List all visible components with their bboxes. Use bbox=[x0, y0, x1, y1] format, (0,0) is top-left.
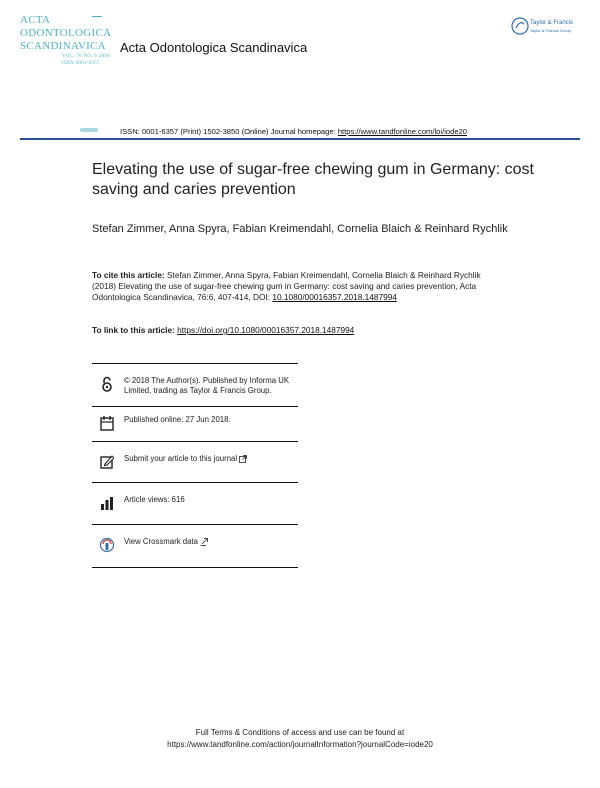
views-row bbox=[92, 495, 302, 511]
meta-divider bbox=[92, 441, 298, 442]
meta-divider bbox=[92, 524, 298, 525]
crossmark-text: View Crossmark data bbox=[124, 537, 198, 546]
citation-text: Stefan Zimmer, Anna Spyra, Fabian Kreimendahl, Cornelia Blaich & Reinhard Rychlik (2018) Elevating the use of sugar-free chewing gum in Germany: cost saving and caries prevention, Acta Odontologica Scandinavica, 76:6, 407-414, DOI: bbox=[92, 270, 481, 303]
published-row bbox=[92, 415, 302, 431]
publisher-logo-line: Taylor & Francis Group bbox=[530, 28, 571, 33]
external-link-icon bbox=[200, 538, 208, 546]
footer-terms-text: Full Terms & Conditions of access and use can be found at bbox=[195, 728, 405, 737]
meta-divider bbox=[92, 482, 298, 483]
crossmark-link[interactable] bbox=[124, 537, 299, 547]
bar-chart-icon bbox=[100, 495, 114, 511]
submit-article-link[interactable] bbox=[124, 454, 299, 464]
meta-divider bbox=[92, 406, 298, 407]
article-authors: Stefan Zimmer, Anna Spyra, Fabian Kreimendahl, Cornelia Blaich & Reinhard Rychlik bbox=[92, 223, 508, 235]
citation-doi-link[interactable]: 10.1080/00016357.2018.1487994 bbox=[272, 292, 397, 303]
edit-icon bbox=[100, 454, 114, 470]
submit-row[interactable] bbox=[92, 454, 302, 470]
crossmark-icon bbox=[100, 537, 114, 553]
publisher-logo-icon bbox=[510, 16, 530, 36]
journal-logo-small: ISSN 0001-6357 bbox=[62, 61, 100, 66]
journal-logo-line: ODONTOLOGICA bbox=[20, 27, 112, 39]
citation-block bbox=[92, 270, 492, 304]
article-doi-link[interactable]: https://doi.org/10.1080/00016357.2018.1487994 bbox=[177, 325, 355, 335]
publisher-logo-text bbox=[530, 20, 573, 34]
journal-logo-small: VOL. 76 NO. 6 2018 bbox=[62, 54, 110, 59]
article-link-block bbox=[92, 325, 354, 335]
journal-logo bbox=[20, 14, 110, 80]
issn-line bbox=[120, 127, 467, 136]
calendar-icon bbox=[100, 415, 114, 431]
license-row[interactable] bbox=[92, 376, 302, 408]
meta-divider bbox=[92, 567, 298, 568]
article-link-label: To link to this article: bbox=[92, 325, 178, 335]
journal-homepage-link[interactable]: https://www.tandfonline.com/loi/iode20 bbox=[337, 127, 467, 136]
citation-label: To cite this article: bbox=[92, 270, 165, 280]
meta-divider bbox=[92, 363, 298, 364]
article-title: Elevating the use of sugar-free chewing gum in Germany: cost saving and caries prevention bbox=[92, 161, 534, 198]
logo-divider bbox=[92, 16, 102, 17]
crossmark-row[interactable] bbox=[92, 537, 302, 553]
header-rule bbox=[20, 138, 580, 140]
footer bbox=[0, 727, 600, 751]
external-link-icon bbox=[239, 455, 247, 463]
journal-title: Acta Odontologica Scandinavica bbox=[120, 40, 308, 55]
published-text: Published online: 27 Jun 2018. bbox=[124, 415, 231, 424]
publisher-logo-line: Taylor & Francis bbox=[530, 20, 574, 26]
journal-thumbnail-icon bbox=[80, 127, 98, 133]
journal-logo-line: SCANDINAVICA bbox=[20, 40, 106, 52]
submit-article-text: Submit your article to this journal bbox=[124, 454, 238, 463]
journal-logo-line: ACTA bbox=[20, 14, 51, 26]
issn-text: ISSN: 0001-6357 (Print) 1502-3850 (Online) Journal homepage: bbox=[120, 127, 338, 136]
open-access-icon bbox=[100, 376, 114, 392]
license-text: © 2018 The Author(s). Published by Informa UK Limited, trading as Taylor & Francis Group. bbox=[124, 376, 290, 395]
footer-terms-link[interactable]: https://www.tandfonline.com/action/journalInformation?journalCode=iode20 bbox=[167, 740, 433, 749]
views-text: Article views: 616 bbox=[124, 495, 185, 504]
